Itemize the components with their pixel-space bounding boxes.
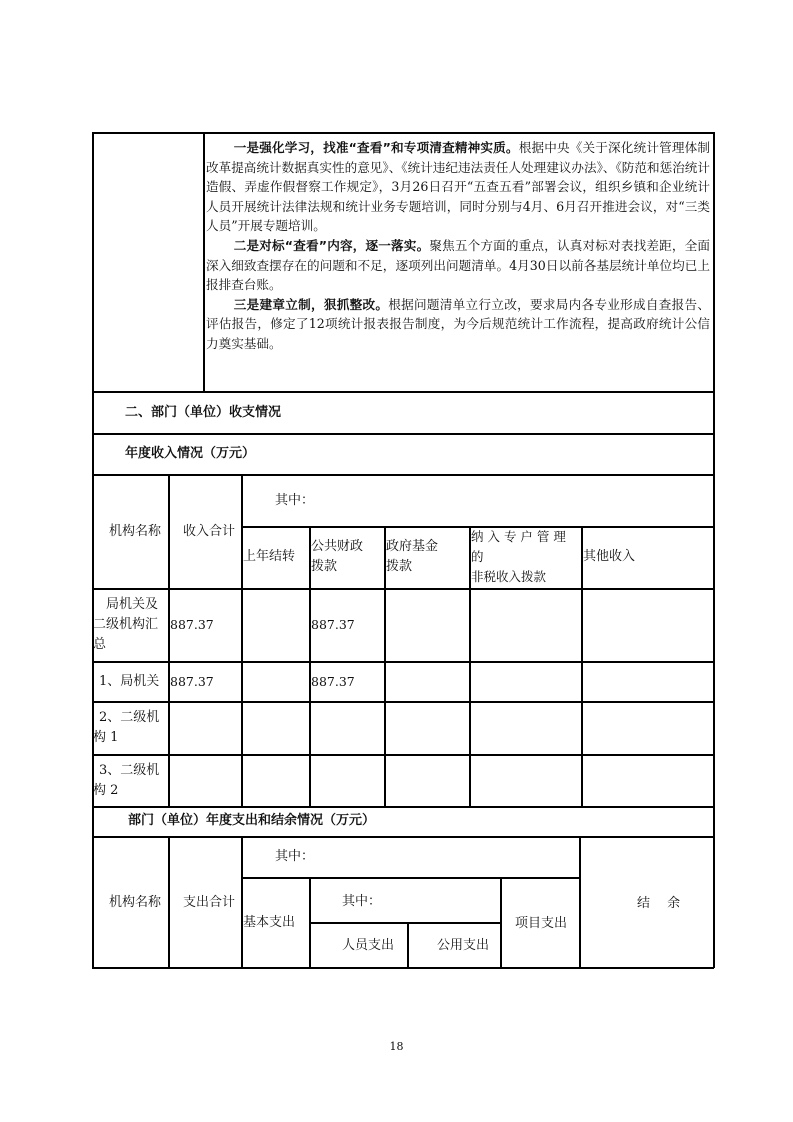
paragraph-body: 聚焦五个方面的重点，认真对标对表找差距，全面深入细致查摆存在的问题和不足，逐项列出问题清单。4月30日以前各基层统计单位均已上报排查台账。 xyxy=(206,237,711,293)
row-total: 887.37 xyxy=(170,673,214,689)
income-header-carryover xyxy=(243,527,307,587)
header-text: 公共财政 xyxy=(311,539,364,554)
row-name-line: 局机关及 xyxy=(106,597,159,612)
row-name-line: 1、局机关 xyxy=(99,673,160,689)
header-text: 拨款 xyxy=(311,559,338,574)
expense-title: 部门（单位）年度支出和结余情况（万元） xyxy=(128,813,376,828)
divider xyxy=(500,877,502,967)
divider xyxy=(92,474,714,476)
divider xyxy=(92,701,714,703)
expense-header-balance: 结 余 xyxy=(637,896,681,911)
income-header-public-finance xyxy=(311,527,383,587)
income-header-other xyxy=(583,527,711,587)
table-row-name xyxy=(93,702,168,754)
header-text: 非税收入拨款 xyxy=(471,569,547,584)
table-border-left xyxy=(92,132,94,968)
income-header-gov-fund xyxy=(386,527,468,587)
divider xyxy=(92,754,714,756)
header-text: 上年结转 xyxy=(243,549,296,564)
row-name-line: 构 1 xyxy=(93,730,119,745)
row-public-finance: 887.37 xyxy=(311,617,355,632)
paragraph-body: 根据中央《关于深化统计管理体制改革提高统计数据真实性的意见》、《统计违纪违法责任人处理建议办法》、《防范和惩治统计造假、弄虚作假督察工作规定》，3月26日召开“五查五看”部署会议，组织乡镇和企业统计人员开展统计法律法规和统计业务专题培训，同时分别与4月、6月召开推进会议，对“三类人员”开展专题培训。 xyxy=(206,140,710,234)
paragraph-lead: 三是建章立制，狠抓整改。 xyxy=(233,296,389,312)
paragraph-lead: 二是对标“查看”内容，逐一落实。 xyxy=(233,237,430,253)
expense-header-personnel: 人员支出 xyxy=(342,938,395,953)
divider xyxy=(241,474,243,806)
expense-header-total: 支出合计 xyxy=(183,895,236,910)
row-name-line: 3、二级机 xyxy=(99,762,160,778)
row-public-finance: 887.37 xyxy=(311,673,355,689)
row-total: 887.37 xyxy=(170,617,214,632)
header-text: 拨款 xyxy=(386,559,413,574)
table-row-name xyxy=(93,662,168,701)
income-header-non-tax xyxy=(471,527,581,587)
income-header-name: 机构名称 xyxy=(109,524,162,539)
income-header-of-which: 其中： xyxy=(275,493,315,508)
paragraph xyxy=(206,236,710,295)
paragraph xyxy=(206,295,710,354)
divider xyxy=(407,922,409,967)
paragraph-body: 根据问题清单立行立改，要求局内各专业形成自查报告、评估报告，修定了12项统计报表报告制度，为今后规范统计工作流程，提高政府统计公信力奠实基础。 xyxy=(206,296,711,351)
divider xyxy=(92,836,714,838)
row-name-line: 构 2 xyxy=(93,782,119,798)
expense-header-public-use: 公用支出 xyxy=(437,938,490,953)
divider xyxy=(92,391,714,393)
divider xyxy=(241,877,580,879)
expense-header-project: 项目支出 xyxy=(515,916,568,931)
expense-header-of-which-inner: 其中： xyxy=(342,894,382,909)
expense-header-of-which: 其中： xyxy=(275,849,315,864)
expense-header-basic: 基本支出 xyxy=(243,915,296,930)
divider xyxy=(309,922,500,924)
divider xyxy=(92,433,714,435)
page-number: 18 xyxy=(389,1040,404,1053)
expense-header-name: 机构名称 xyxy=(109,895,162,910)
table-row-name xyxy=(93,589,168,661)
paragraph xyxy=(206,138,710,236)
table-row-name xyxy=(93,755,168,806)
divider xyxy=(241,836,243,967)
income-title: 年度收入情况（万元） xyxy=(125,446,256,461)
paragraph-lead: 一是强化学习，找准“查看”和专项清查精神实质。 xyxy=(233,140,519,155)
header-text: 纳 入 专 户 管 理 的 xyxy=(471,529,566,564)
divider xyxy=(579,836,581,967)
table-border-top xyxy=(92,132,714,134)
table-border-bottom xyxy=(92,967,714,969)
row-name-line: 总 xyxy=(93,637,107,652)
divider xyxy=(92,806,714,808)
work-summary xyxy=(206,138,710,354)
income-header-total: 收入合计 xyxy=(183,524,236,539)
header-text: 政府基金 xyxy=(386,539,439,554)
divider xyxy=(203,132,205,391)
row-name-line: 2、二级机 xyxy=(99,710,160,725)
header-text: 其他收入 xyxy=(583,549,636,564)
divider xyxy=(168,836,170,967)
section-title: 二、部门（单位）收支情况 xyxy=(125,405,282,420)
table-border-right xyxy=(713,132,715,968)
row-name-line: 二级机构汇 xyxy=(93,617,159,632)
